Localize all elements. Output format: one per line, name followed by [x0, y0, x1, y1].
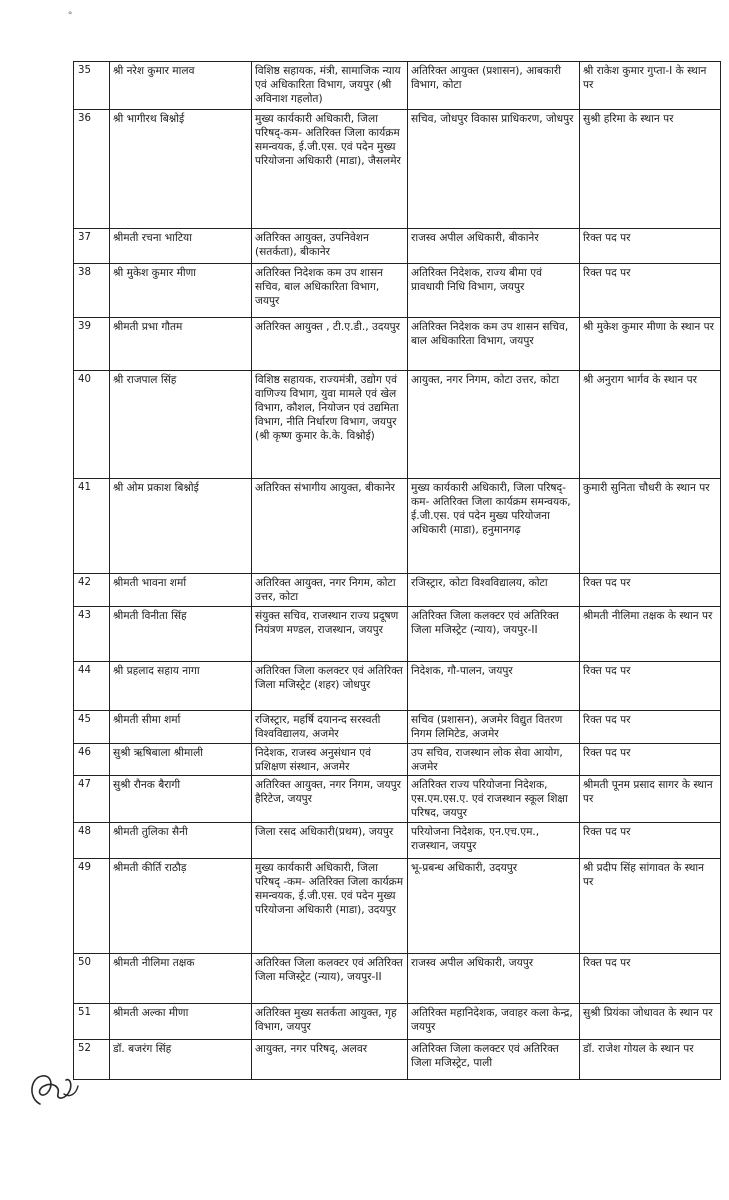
serial-number-cell: 39	[74, 318, 110, 371]
vice-cell: रिक्त पद पर	[580, 662, 721, 711]
vice-cell: श्री अनुराग भार्गव के स्थान पर	[580, 371, 721, 479]
serial-number-cell: 44	[74, 662, 110, 711]
vice-cell: डॉ. राजेश गोयल के स्थान पर	[580, 1040, 721, 1080]
new-posting-cell: अतिरिक्त राज्य परियोजना निदेशक, एस.एम.एस.ए. एवं राजस्थान स्कूल शिक्षा परिषद, जयपुर	[408, 776, 580, 823]
vice-cell: श्रीमती नीलिमा तक्षक के स्थान पर	[580, 607, 721, 662]
serial-number-cell: 45	[74, 711, 110, 744]
new-posting-cell: अतिरिक्त जिला कलक्टर एवं अतिरिक्त जिला मजिस्ट्रेट (न्याय), जयपुर-II	[408, 607, 580, 662]
present-posting-cell: अतिरिक्त आयुक्त, उपनिवेशन (सतर्कता), बीकानेर	[252, 229, 408, 264]
vice-cell: रिक्त पद पर	[580, 264, 721, 318]
new-posting-cell: परियोजना निदेशक, एन.एच.एम., राजस्थान, जयपुर	[408, 823, 580, 859]
table-row	[74, 318, 721, 371]
present-posting-cell: विशिष्ठ सहायक, राज्यमंत्री, उद्योग एवं वाणिज्य विभाग, युवा मामले एवं खेल विभाग, कौशल, नियोजन एवं उद्यमिता विभाग, नीति निर्धारण विभाग, जयपुर (श्री कृष्ण कुमार के.के. विश्नोई)	[252, 371, 408, 479]
table-row	[74, 823, 721, 859]
officer-name-cell: सुश्री ऋषिबाला श्रीमाली	[110, 744, 252, 776]
present-posting-cell: विशिष्ठ सहायक, मंत्री, सामाजिक न्याय एवं अधिकारिता विभाग, जयपुर (श्री अविनाश गहलोत)	[252, 62, 408, 110]
serial-number-cell: 47	[74, 776, 110, 823]
handwritten-signature	[26, 1064, 86, 1114]
table-row	[74, 607, 721, 662]
officer-name-cell: श्री प्रहलाद सहाय नागा	[110, 662, 252, 711]
new-posting-cell: भू-प्रबन्ध अधिकारी, उदयपुर	[408, 859, 580, 954]
present-posting-cell: अतिरिक्त आयुक्त, नगर निगम, जयपुर हैरिटेज, जयपुर	[252, 776, 408, 823]
present-posting-cell: अतिरिक्त जिला कलक्टर एवं अतिरिक्त जिला मजिस्ट्रेट (शहर) जोधपुर	[252, 662, 408, 711]
table-row	[74, 662, 721, 711]
serial-number-cell: 52	[74, 1040, 110, 1080]
officer-name-cell: श्री ओम प्रकाश बिश्नोई	[110, 479, 252, 574]
new-posting-cell: मुख्य कार्यकारी अधिकारी, जिला परिषद्-कम- अतिरिक्त जिला कार्यक्रम समन्वयक, ई.जी.एस. एवं पदेन मुख्य परियोजना अधिकारी (माडा), हनुमानगढ़	[408, 479, 580, 574]
vice-cell: रिक्त पद पर	[580, 711, 721, 744]
vice-cell: श्री प्रदीप सिंह सांगावत के स्थान पर	[580, 859, 721, 954]
present-posting-cell: अतिरिक्त संभागीय आयुक्त, बीकानेर	[252, 479, 408, 574]
serial-number-cell: 41	[74, 479, 110, 574]
table-row	[74, 62, 721, 110]
vice-cell: सुश्री प्रियंका जोधावत के स्थान पर	[580, 1004, 721, 1040]
new-posting-cell: अतिरिक्त जिला कलक्टर एवं अतिरिक्त जिला मजिस्ट्रेट, पाली	[408, 1040, 580, 1080]
table-row	[74, 1040, 721, 1080]
vice-cell: रिक्त पद पर	[580, 744, 721, 776]
table-row	[74, 1004, 721, 1040]
table-row	[74, 711, 721, 744]
vice-cell: रिक्त पद पर	[580, 574, 721, 607]
table-row	[74, 479, 721, 574]
table-row	[74, 264, 721, 318]
present-posting-cell: मुख्य कार्यकारी अधिकारी, जिला परिषद् -कम- अतिरिक्त जिला कार्यक्रम समन्वयक, ई.जी.एस. एवं पदेन मुख्य परियोजना अधिकारी (माडा), उदयपुर	[252, 859, 408, 954]
officer-name-cell: सुश्री रौनक बैरागी	[110, 776, 252, 823]
table-row	[74, 776, 721, 823]
serial-number-cell: 43	[74, 607, 110, 662]
present-posting-cell: निदेशक, राजस्व अनुसंधान एवं प्रशिक्षण संस्थान, अजमेर	[252, 744, 408, 776]
serial-number-cell: 51	[74, 1004, 110, 1040]
present-posting-cell: आयुक्त, नगर परिषद्, अलवर	[252, 1040, 408, 1080]
officer-name-cell: श्रीमती रचना भाटिया	[110, 229, 252, 264]
table-row	[74, 371, 721, 479]
present-posting-cell: अतिरिक्त मुख्य सतर्कता आयुक्त, गृह विभाग, जयपुर	[252, 1004, 408, 1040]
vice-cell: श्री मुकेश कुमार मीणा के स्थान पर	[580, 318, 721, 371]
new-posting-cell: आयुक्त, नगर निगम, कोटा उत्तर, कोटा	[408, 371, 580, 479]
officer-name-cell: श्रीमती नीलिमा तक्षक	[110, 954, 252, 1004]
new-posting-cell: निदेशक, गौ-पालन, जयपुर	[408, 662, 580, 711]
vice-cell: श्रीमती पूनम प्रसाद सागर के स्थान पर	[580, 776, 721, 823]
serial-number-cell: 49	[74, 859, 110, 954]
officer-name-cell: श्री नरेश कुमार मालव	[110, 62, 252, 110]
serial-number-cell: 50	[74, 954, 110, 1004]
new-posting-cell: अतिरिक्त महानिदेशक, जवाहर कला केन्द्र, जयपुर	[408, 1004, 580, 1040]
vice-cell: कुमारी सुनिता चौधरी के स्थान पर	[580, 479, 721, 574]
present-posting-cell: अतिरिक्त निदेशक कम उप शासन सचिव, बाल अधिकारिता विभाग, जयपुर	[252, 264, 408, 318]
serial-number-cell: 38	[74, 264, 110, 318]
table-row	[74, 229, 721, 264]
officer-name-cell: श्रीमती कीर्ति राठौड़	[110, 859, 252, 954]
officer-name-cell: श्री भागीरथ बिश्नोई	[110, 110, 252, 229]
new-posting-cell: राजस्व अपील अधिकारी, जयपुर	[408, 954, 580, 1004]
vice-cell: सुश्री हरिमा के स्थान पर	[580, 110, 721, 229]
serial-number-cell: 42	[74, 574, 110, 607]
present-posting-cell: मुख्य कार्यकारी अधिकारी, जिला परिषद्-कम- अतिरिक्त जिला कार्यक्रम समन्वयक, ई.जी.एस. एवं पदेन मुख्य परियोजना अधिकारी (माडा), जैसलमेर	[252, 110, 408, 229]
officer-name-cell: श्रीमती सीमा शर्मा	[110, 711, 252, 744]
present-posting-cell: अतिरिक्त जिला कलक्टर एवं अतिरिक्त जिला मजिस्ट्रेट (न्याय), जयपुर-II	[252, 954, 408, 1004]
officer-name-cell: डॉ. बजरंग सिंह	[110, 1040, 252, 1080]
serial-number-cell: 48	[74, 823, 110, 859]
serial-number-cell: 46	[74, 744, 110, 776]
new-posting-cell: रजिस्ट्रार, कोटा विश्वविद्यालय, कोटा	[408, 574, 580, 607]
present-posting-cell: अतिरिक्त आयुक्त , टी.ए.डी., उदयपुर	[252, 318, 408, 371]
serial-number-cell: 35	[74, 62, 110, 110]
officer-name-cell: श्रीमती भावना शर्मा	[110, 574, 252, 607]
transfer-order-table	[73, 61, 721, 1080]
vice-cell: रिक्त पद पर	[580, 229, 721, 264]
table-body	[74, 62, 721, 1080]
new-posting-cell: सचिव, जोधपुर विकास प्राधिकरण, जोधपुर	[408, 110, 580, 229]
new-posting-cell: उप सचिव, राजस्थान लोक सेवा आयोग, अजमेर	[408, 744, 580, 776]
new-posting-cell: राजस्व अपील अधिकारी, बीकानेर	[408, 229, 580, 264]
new-posting-cell: अतिरिक्त निदेशक कम उप शासन सचिव, बाल अधिकारिता विभाग, जयपुर	[408, 318, 580, 371]
present-posting-cell: संयुक्त सचिव, राजस्थान राज्य प्रदूषण नियंत्रण मण्डल, राजस्थान, जयपुर	[252, 607, 408, 662]
serial-number-cell: 40	[74, 371, 110, 479]
new-posting-cell: अतिरिक्त आयुक्त (प्रशासन), आबकारी विभाग, कोटा	[408, 62, 580, 110]
table-row	[74, 744, 721, 776]
table-row	[74, 954, 721, 1004]
vice-cell: रिक्त पद पर	[580, 954, 721, 1004]
present-posting-cell: रजिस्ट्रार, महर्षि दयानन्द सरस्वती विश्वविद्यालय, अजमेर	[252, 711, 408, 744]
officer-name-cell: श्री मुकेश कुमार मीणा	[110, 264, 252, 318]
vice-cell: रिक्त पद पर	[580, 823, 721, 859]
officer-name-cell: श्रीमती विनीता सिंह	[110, 607, 252, 662]
vice-cell: श्री राकेश कुमार गुप्ता-I के स्थान पर	[580, 62, 721, 110]
serial-number-cell: 37	[74, 229, 110, 264]
new-posting-cell: अतिरिक्त निदेशक, राज्य बीमा एवं प्रावधायी निधि विभाग, जयपुर	[408, 264, 580, 318]
serial-number-cell: 36	[74, 110, 110, 229]
officer-name-cell: श्री राजपाल सिंह	[110, 371, 252, 479]
officer-name-cell: श्रीमती प्रभा गौतम	[110, 318, 252, 371]
table-row	[74, 574, 721, 607]
present-posting-cell: अतिरिक्त आयुक्त, नगर निगम, कोटा उत्तर, कोटा	[252, 574, 408, 607]
present-posting-cell: जिला रसद अधिकारी(प्रथम), जयपुर	[252, 823, 408, 859]
page-corner-mark: ॰	[68, 9, 73, 20]
officer-name-cell: श्रीमती अल्का मीणा	[110, 1004, 252, 1040]
new-posting-cell: सचिव (प्रशासन), अजमेर विद्युत वितरण निगम लिमिटेड, अजमेर	[408, 711, 580, 744]
table-row	[74, 110, 721, 229]
officer-name-cell: श्रीमती तुलिका सैनी	[110, 823, 252, 859]
table-row	[74, 859, 721, 954]
